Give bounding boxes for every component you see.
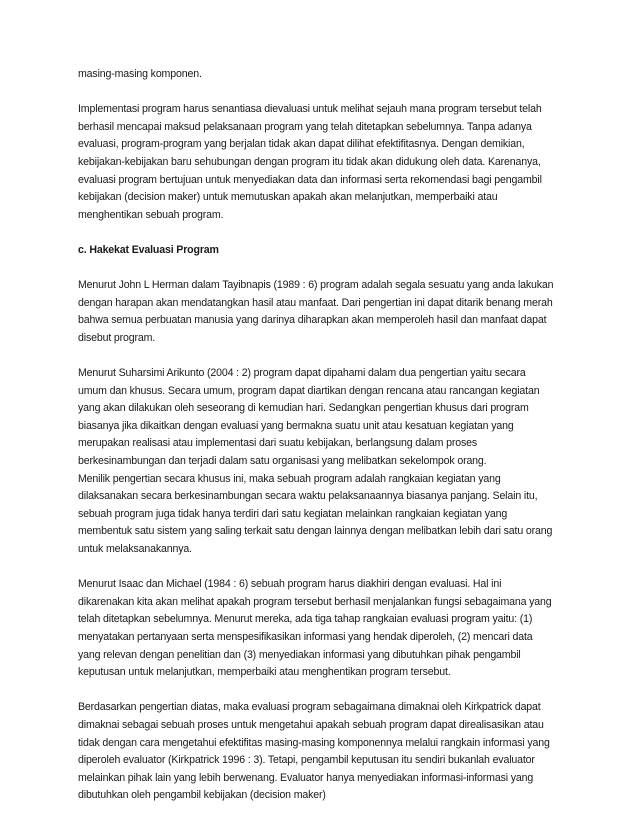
section-heading: c. Hakekat Evaluasi Program (78, 243, 219, 256)
paragraph-isaac-michael: Menurut Isaac dan Michael (1984 : 6) sebuah program harus diakhiri dengan evaluasi. Hal ini dikarenakan kita akan melihat apakah program tersebut berhasil menjalankan fungsi sebagaimana yang telah ditetapkan sebelumnya. Menurut mereka, ada tiga tahap rangkaian evaluasi program yaitu: (1) menyatakan pertanyaan serta menspesifikasikan informasi yang hendak diperoleh, (2) mencari data yang relevan dengan penelitian dan (3) menyediakan informasi yang dibutuhkan pihak pengambil keputusan untuk melanjutkan, memperbaiki atau menghentikan program tersebut. (78, 578, 552, 679)
paragraph-implementation: Implementasi program harus senantiasa dievaluasi untuk melihat sejauh mana program tersebut telah berhasil mencapai maksud pelaksanaan program yang telah ditetapkan sebelumnya. Tanpa adanya evaluasi, program-program yang berjalan tidak akan dapat dilihat efektifitasnya. Dengan demikian, kebijakan-kebijakan baru sehubungan dengan program itu tidak akan didukung oleh data. Karenanya, evaluasi program bertujuan untuk menyediakan data dan informasi serta rekomendasi bagi pengambil kebijakan (decision maker) untuk memutuskan apakah akan melanjutkan, memperbaiki atau menghentikan sebuah program. (78, 103, 542, 221)
paragraph-herman: Menurut John L Herman dalam Tayibnapis (1989 : 6) program adalah segala sesuatu yang anda lakukan dengan harapan akan mendatangkan hasil atau manfaat. Dari pengertian ini dapat ditarik benang merah bahwa semua perbuatan manusia yang darinya diharapkan akan memperoleh hasil dan manfaat dapat disebut program. (78, 279, 554, 344)
paragraph-kirkpatrick: Berdasarkan pengertian diatas, maka evaluasi program sebagaimana dimaknai oleh Kirkpatrick dapat dimaknai sebagai sebuah proses untuk mengetahui apakah sebuah program dapat direalisasikan atau tidak dengan cara mengetahui efektifitas masing-masing komponennya melalui rangkain informasi yang diperoleh evaluator (Kirkpatrick 1996 : 3). Tetapi, pengambil keputusan itu sendiri bukanlah evaluator melainkan pihak lain yang lebih berwenang. Evaluator hanya menyediakan informasi-informasi yang dibutuhkan oleh pengambil kebijakan (decision maker) (78, 701, 550, 802)
paragraph-khusus: Menilik pengertian secara khusus ini, maka sebuah program adalah rangkaian kegiatan yang dilaksanakan secara berkesinambungan secara waktu pelaksanaannya biasanya panjang. Selain itu, sebuah program juga tidak hanya terdiri dari satu kegiatan melainkan rangkaian kegiatan yang membentuk satu sistem yang saling terkait satu dengan lainnya dengan melibatkan lebih dari satu orang untuk melaksanakannya. (78, 472, 553, 556)
intro-line: masing-masing komponen. (78, 68, 202, 80)
paragraph-arikunto: Menurut Suharsimi Arikunto (2004 : 2) program dapat dipahami dalam dua pengertian yaitu secara umum dan khusus. Secara umum, program dapat diartikan dengan rencana atau rancangan kegiatan yang akan dilakukan oleh seseorang di kemudian hari. Sedangkan pengertian khusus dari program biasanya jika dikaitkan dengan evaluasi yang bermakna suatu unit atau kesatuan kegiatan yang merupakan realisasi atau implementasi dari suatu kebijakan, berlangsung dalam proses berkesinambungan dan terjadi dalam satu organisasi yang melibatkan sekelompok orang. (78, 367, 540, 468)
document-page (78, 66, 562, 823)
